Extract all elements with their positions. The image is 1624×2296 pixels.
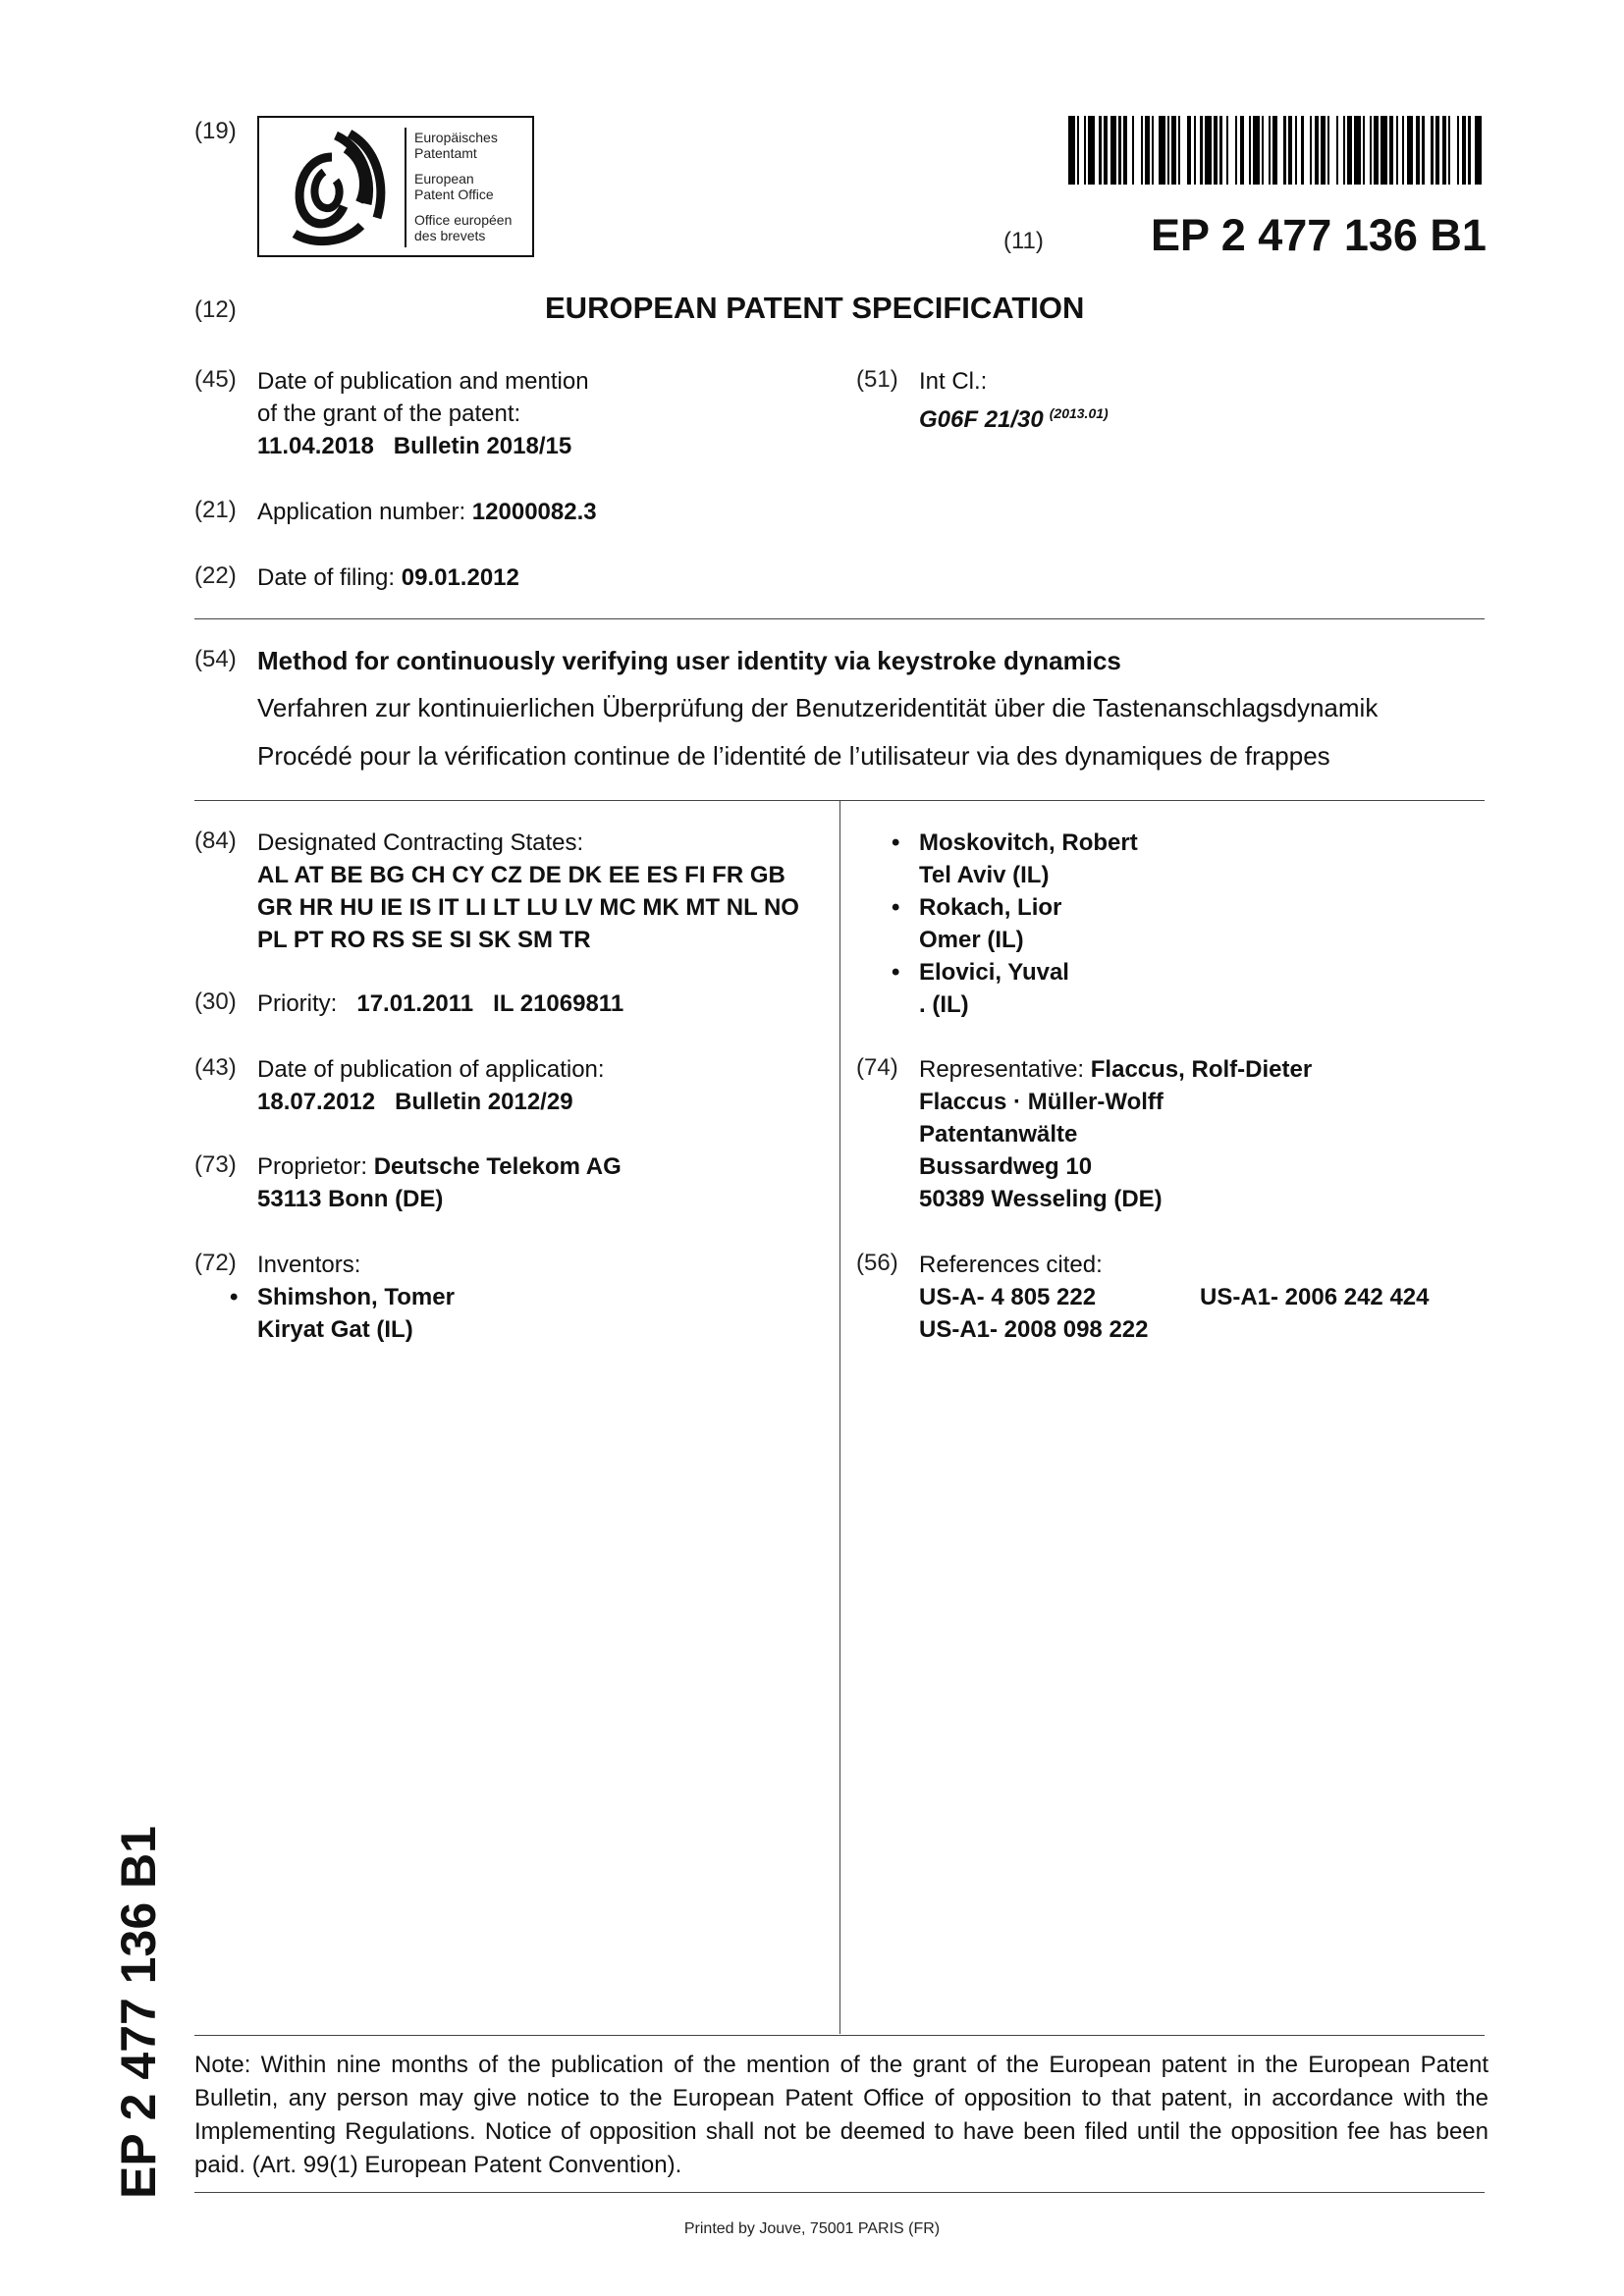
int-cl-version: (2013.01): [1049, 405, 1109, 421]
inventor-item: [892, 956, 1138, 988]
bullet-icon: •: [892, 959, 900, 986]
grant-publication: [257, 365, 589, 462]
filing-date-label: Date of filing:: [257, 564, 396, 591]
inventor-item: [230, 1281, 455, 1313]
bullet-icon: •: [892, 829, 900, 856]
barcode-bar: [1134, 116, 1141, 185]
divider: [194, 618, 1485, 619]
barcode-bar: [1068, 116, 1075, 185]
barcode-icon: [1068, 116, 1485, 185]
proprietor: [257, 1150, 622, 1215]
inid-22: (22): [194, 562, 237, 589]
designated-states: [257, 827, 799, 956]
barcode-bar: [1088, 116, 1095, 185]
grant-date: 11.04.2018 Bulletin 2018/15: [257, 433, 572, 459]
priority-value: 17.01.2011 IL 21069811: [356, 990, 624, 1017]
int-cl-label: Int Cl.:: [919, 368, 988, 395]
barcode-bar: [1425, 116, 1432, 185]
patent-number: EP 2 477 136 B1: [1151, 210, 1487, 260]
inid-43: (43): [194, 1054, 237, 1081]
title-fr: Procédé pour la vérification continue de l’identité de l’utilisateur via des dynamiques de frappes: [257, 741, 1330, 771]
opposition-note: Note: Within nine months of the publication of the mention of the grant of the European patent in the European Patent Bulletin, any person may give notice to the European Patent Office of opposition to that patent, in accordance with the Implementing Regulations. Notice of opposition shall not be deemed to have been filed until the opposition fee has been paid. (Art. 99(1) European Patent Convention).: [194, 2052, 1489, 2178]
side-patent-number: EP 2 477 136 B1: [111, 1826, 166, 2199]
grant-label-line2: of the grant of the patent:: [257, 400, 521, 427]
office-name-fr: [414, 212, 512, 243]
office-name-line: European: [414, 171, 474, 187]
inventor-place: Tel Aviv (IL): [919, 862, 1050, 888]
title-de: Verfahren zur kontinuierlichen Überprüfung der Benutzeridentität über die Tastenanschlagsdynamik: [257, 693, 1379, 722]
application-publication: [257, 1053, 605, 1118]
representative: [919, 1053, 1312, 1215]
reference-item: US-A- 4 805 222: [919, 1284, 1097, 1310]
priority: [257, 988, 623, 1020]
representative-line: Patentanwälte: [919, 1121, 1078, 1148]
inid-84: (84): [194, 828, 237, 854]
column-divider: [839, 800, 840, 2034]
grant-label-line1: Date of publication and mention: [257, 368, 589, 395]
filing-date: [257, 561, 519, 594]
inventor-item: [892, 891, 1138, 924]
bullet-icon: •: [230, 1284, 239, 1310]
proprietor-label: Proprietor:: [257, 1153, 368, 1180]
barcode-bar: [1180, 116, 1187, 185]
inventors: [230, 1249, 455, 1346]
application-publication-value: 18.07.2012 Bulletin 2012/29: [257, 1089, 573, 1115]
office-name-de: [414, 130, 498, 161]
office-name-line: Europäisches: [414, 130, 498, 145]
designated-states-label: Designated Contracting States:: [257, 829, 584, 856]
inid-74: (74): [856, 1054, 898, 1081]
barcode-bar: [1110, 116, 1117, 185]
inventor-place: Omer (IL): [919, 927, 1024, 953]
proprietor-address: 53113 Bonn (DE): [257, 1186, 444, 1212]
inventor-name: Rokach, Lior: [919, 894, 1062, 921]
barcode-bar: [1380, 116, 1387, 185]
logo-divider: [405, 128, 406, 247]
inid-19: (19): [194, 118, 237, 144]
application-number-value: 12000082.3: [471, 499, 597, 525]
inventor-name: Moskovitch, Robert: [919, 829, 1138, 856]
document-type: EUROPEAN PATENT SPECIFICATION: [545, 291, 1085, 325]
designated-states-line: AL AT BE BG CH CY CZ DE DK EE ES FI FR GB: [257, 862, 785, 888]
filing-date-value: 09.01.2012: [401, 564, 519, 591]
inventor-place: . (IL): [919, 991, 969, 1018]
inventor-name: Shimshon, Tomer: [257, 1284, 455, 1310]
reference-item: US-A1- 2006 242 424: [1200, 1284, 1430, 1310]
barcode-bar: [1159, 116, 1165, 185]
printer-footer: Printed by Jouve, 75001 PARIS (FR): [683, 2220, 941, 2237]
inventors-continued: [892, 827, 1138, 1021]
inventor-place: Kiryat Gat (IL): [257, 1316, 413, 1343]
designated-states-line: PL PT RO RS SE SI SK SM TR: [257, 927, 591, 953]
barcode-bar: [1354, 116, 1361, 185]
barcode-bar: [1253, 116, 1260, 185]
barcode-bar: [1329, 116, 1336, 185]
application-number-label: Application number:: [257, 499, 466, 525]
representative-name: Flaccus, Rolf-Dieter: [1090, 1056, 1313, 1083]
references-cited: [919, 1249, 1469, 1346]
inventors-label: Inventors:: [257, 1252, 361, 1278]
office-name-line: Office européen: [414, 212, 513, 228]
epo-logo: [257, 116, 534, 257]
inid-56: (56): [856, 1250, 898, 1276]
representative-line: Bussardweg 10: [919, 1153, 1093, 1180]
inid-12: (12): [194, 296, 237, 323]
office-name-line: Patent Office: [414, 187, 494, 202]
representative-line: 50389 Wesseling (DE): [919, 1186, 1163, 1212]
barcode-bar: [1205, 116, 1212, 185]
references-label: References cited:: [919, 1252, 1103, 1278]
representative-line: Flaccus · Müller-Wolff: [919, 1089, 1164, 1115]
priority-label: Priority:: [257, 990, 338, 1017]
inid-21: (21): [194, 497, 237, 523]
int-cl-value: G06F 21/30: [919, 406, 1044, 433]
designated-states-line: GR HR HU IE IS IT LI LT LU LV MC MK MT NL NO: [257, 894, 799, 921]
office-name-line: Patentamt: [414, 145, 477, 161]
barcode-bar: [1482, 116, 1484, 185]
epo-logo-icon: [275, 128, 393, 249]
title-block: [257, 644, 1378, 773]
inid-30: (30): [194, 988, 237, 1015]
bullet-icon: •: [892, 894, 900, 921]
inid-11: (11): [1003, 228, 1044, 254]
barcode-bar: [1450, 116, 1457, 185]
reference-item: US-A1- 2008 098 222: [919, 1316, 1149, 1343]
inventor-name: Elovici, Yuval: [919, 959, 1069, 986]
office-name-line: des brevets: [414, 228, 486, 243]
inid-54: (54): [194, 646, 237, 672]
application-number: [257, 496, 597, 528]
representative-label: Representative:: [919, 1056, 1085, 1083]
divider: [194, 2192, 1485, 2193]
inventor-item: [892, 827, 1138, 859]
office-name-en: [414, 171, 494, 202]
barcode-bar: [1475, 116, 1482, 185]
barcode-bar: [1407, 116, 1414, 185]
inid-72: (72): [194, 1250, 237, 1276]
proprietor-name: Deutsche Telekom AG: [373, 1153, 622, 1180]
barcode-bar: [1304, 116, 1311, 185]
inid-73: (73): [194, 1151, 237, 1178]
int-cl: [919, 365, 1109, 436]
title-en: Method for continuously verifying user identity via keystroke dynamics: [257, 646, 1121, 675]
divider: [194, 2035, 1485, 2036]
inid-51: (51): [856, 366, 898, 393]
application-publication-label: Date of publication of application:: [257, 1056, 605, 1083]
inid-45: (45): [194, 366, 237, 393]
barcode-bar: [1277, 116, 1284, 185]
barcode-bar: [1228, 116, 1235, 185]
